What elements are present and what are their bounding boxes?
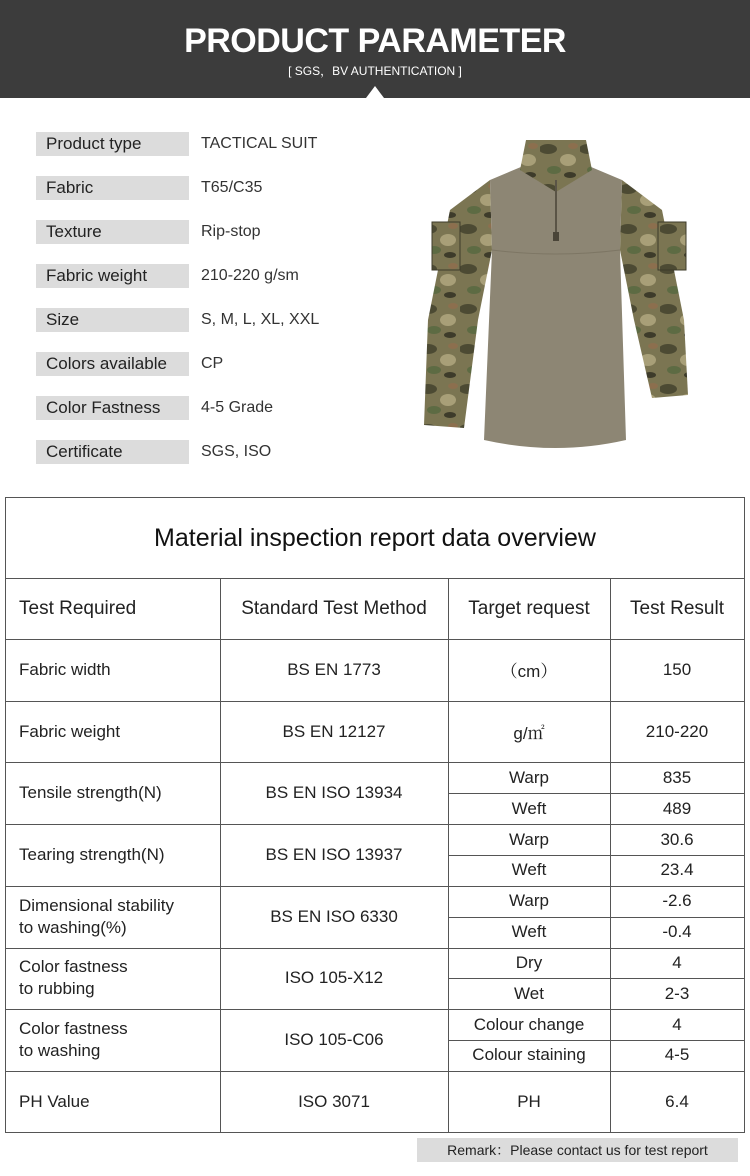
parameter-value: 4-5 Grade <box>201 399 274 416</box>
target-request-text: Wet <box>514 983 544 1003</box>
remark-note: Remark：Please contact us for test report <box>417 1138 738 1162</box>
column-header <box>448 578 610 639</box>
test-result <box>610 886 744 917</box>
target-request-text: Weft <box>511 922 547 942</box>
test-name <box>6 1009 220 1071</box>
target-request-text: Warp <box>509 829 549 849</box>
test-result-text: 23.4 <box>660 860 694 880</box>
test-result <box>610 639 744 701</box>
parameter-label: Certificate <box>36 440 189 464</box>
test-method-text: ISO 105-X12 <box>284 968 384 988</box>
target-request <box>448 886 610 917</box>
test-result <box>610 793 744 824</box>
target-request-text: Warp <box>509 891 549 911</box>
test-result <box>610 1071 744 1133</box>
tactical-shirt-camo-image <box>420 140 692 456</box>
target-request <box>448 1009 610 1040</box>
parameter-label: Color Fastness <box>36 396 189 420</box>
test-result-text: -0.4 <box>662 922 692 942</box>
test-method-text: BS EN 12127 <box>282 721 386 741</box>
target-request-text: （cm） <box>500 662 558 682</box>
parameter-value: T65/C35 <box>201 179 263 196</box>
target-request-text: Colour staining <box>472 1045 586 1065</box>
test-name-text: Color fastness to washing <box>19 1019 128 1061</box>
header-notch <box>366 86 384 98</box>
target-request <box>448 639 610 701</box>
test-method-text: ISO 105-C06 <box>284 1030 384 1050</box>
test-name <box>6 701 220 763</box>
test-result-text: 150 <box>662 659 692 679</box>
parameter-value: Rip-stop <box>201 223 261 240</box>
test-method <box>220 701 448 763</box>
header-banner <box>0 0 750 98</box>
test-result <box>610 701 744 763</box>
test-result-text: 30.6 <box>660 829 694 849</box>
parameter-value: TACTICAL SUIT <box>201 135 318 152</box>
table-grid-line <box>448 1040 744 1041</box>
parameter-label: Fabric weight <box>36 264 189 288</box>
target-request <box>448 1040 610 1071</box>
target-request-text: g/㎡ <box>513 724 545 744</box>
table-grid-line <box>448 855 744 856</box>
test-result-text: 489 <box>662 798 692 818</box>
test-name-text: Dimensional stability to washing(%) <box>19 895 174 937</box>
parameter-label: Size <box>36 308 189 332</box>
test-name <box>6 639 220 701</box>
parameter-label: Product type <box>36 132 189 156</box>
parameter-value: CP <box>201 355 224 372</box>
test-result-text: 2-3 <box>664 983 690 1003</box>
column-header-text: Target request <box>468 597 590 619</box>
test-result-text: 4 <box>672 952 682 972</box>
test-method <box>220 762 448 824</box>
test-method <box>220 639 448 701</box>
test-name-text: Fabric width <box>19 659 111 679</box>
target-request <box>448 1071 610 1133</box>
test-result <box>610 824 744 855</box>
target-request-text: Colour change <box>473 1014 585 1034</box>
parameter-label: Colors available <box>36 352 189 376</box>
column-header-text: Test Result <box>630 597 724 619</box>
report-title: Material inspection report data overview <box>154 523 596 552</box>
test-result-text: 4-5 <box>664 1045 690 1065</box>
test-method <box>220 1071 448 1133</box>
test-name <box>6 762 220 824</box>
test-method <box>220 1009 448 1071</box>
test-result-text: 4 <box>672 1014 682 1034</box>
test-name-text: Tearing strength(N) <box>19 844 165 864</box>
test-name-text: Fabric weight <box>19 721 121 741</box>
parameter-value: S, M, L, XL, XXL <box>201 311 320 328</box>
test-result <box>610 917 744 948</box>
table-grid-line <box>448 978 744 979</box>
test-method <box>220 824 448 886</box>
inspection-report-table <box>5 497 745 1133</box>
test-result <box>610 855 744 886</box>
test-method-text: ISO 3071 <box>298 1091 370 1111</box>
test-name <box>6 886 220 948</box>
test-result-text: 210-220 <box>645 721 709 741</box>
page-subtitle: [ SGS，BV AUTHENTICATION ] <box>288 64 462 78</box>
table-grid-line <box>448 793 744 794</box>
target-request-text: Weft <box>511 860 547 880</box>
target-request <box>448 793 610 824</box>
test-result-text: 835 <box>662 767 692 787</box>
test-name-text: Tensile strength(N) <box>19 783 162 803</box>
test-method-text: BS EN 1773 <box>287 659 381 679</box>
target-request <box>448 917 610 948</box>
column-header <box>6 578 220 639</box>
test-method-text: BS EN ISO 6330 <box>270 906 398 926</box>
target-request-text: Weft <box>511 798 547 818</box>
test-name <box>6 948 220 1010</box>
table-grid-line <box>448 917 744 918</box>
target-request <box>448 948 610 979</box>
page-title: PRODUCT PARAMETER <box>184 22 566 60</box>
parameter-value: 210-220 g/sm <box>201 267 299 284</box>
column-header <box>610 578 744 639</box>
test-method <box>220 886 448 948</box>
parameter-label: Fabric <box>36 176 189 200</box>
test-result-text: -2.6 <box>662 891 692 911</box>
test-name <box>6 1071 220 1133</box>
test-method <box>220 948 448 1010</box>
target-request <box>448 978 610 1009</box>
target-request <box>448 762 610 793</box>
column-header-text: Test Required <box>19 597 137 619</box>
test-result-text: 6.4 <box>665 1091 689 1111</box>
test-result <box>610 1009 744 1040</box>
test-method-text: BS EN ISO 13937 <box>265 844 403 864</box>
target-request <box>448 701 610 763</box>
test-result <box>610 762 744 793</box>
target-request-text: PH <box>517 1091 541 1111</box>
column-header <box>220 578 448 639</box>
parameter-label: Texture <box>36 220 189 244</box>
target-request-text: Warp <box>509 767 549 787</box>
target-request <box>448 824 610 855</box>
test-method-text: BS EN ISO 13934 <box>265 783 403 803</box>
test-result <box>610 978 744 1009</box>
test-name <box>6 824 220 886</box>
test-name-text: Color fastness to rubbing <box>19 957 128 999</box>
target-request <box>448 855 610 886</box>
test-result <box>610 1040 744 1071</box>
test-name-text: PH Value <box>19 1091 90 1111</box>
column-header-text: Standard Test Method <box>241 597 427 619</box>
parameter-value: SGS, ISO <box>201 443 272 460</box>
target-request-text: Dry <box>515 952 543 972</box>
test-result <box>610 948 744 979</box>
